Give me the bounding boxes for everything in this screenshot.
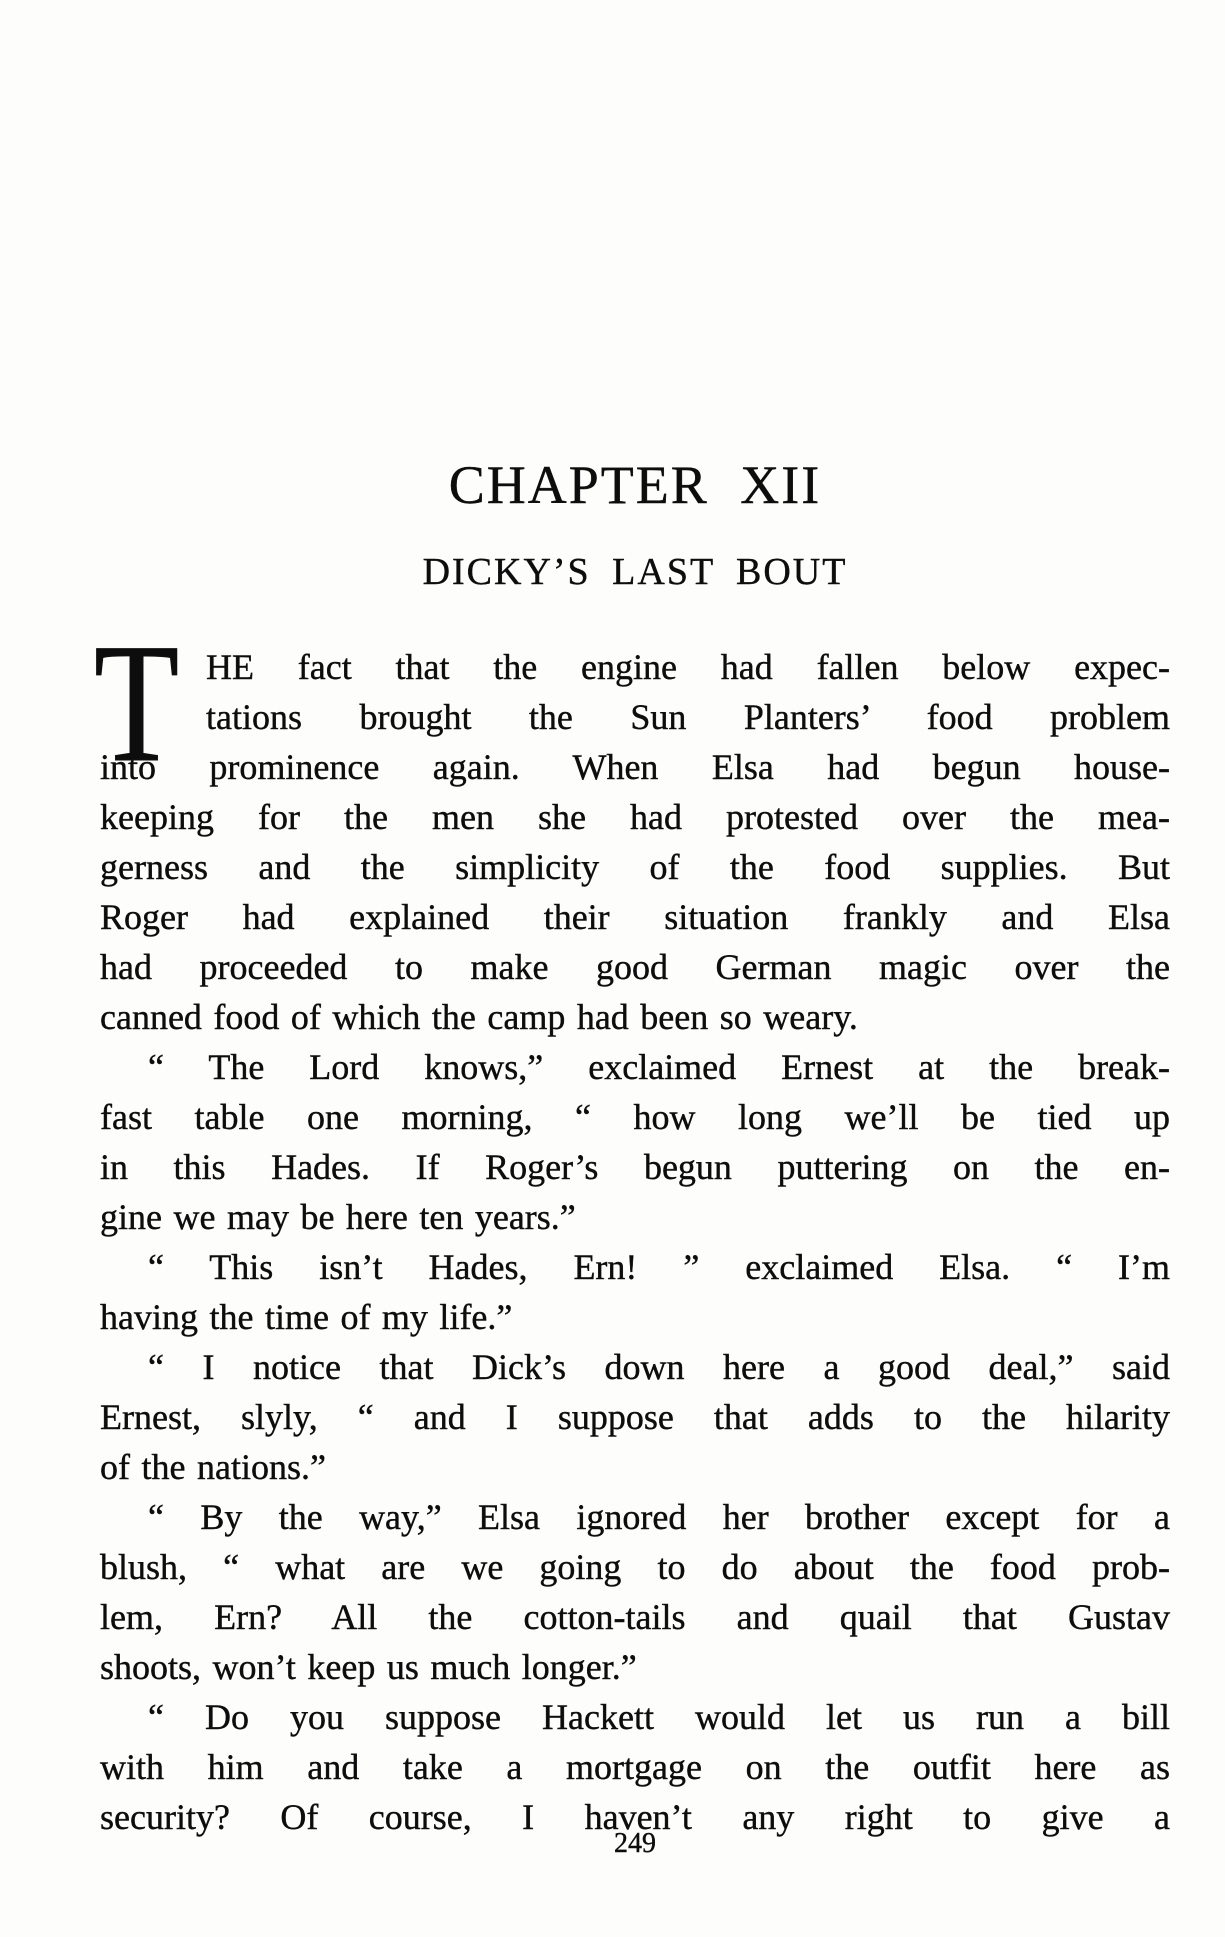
text-line: “ Do you suppose Hackett would let us run a bill — [148, 1697, 1170, 1737]
text-line: in this Hades. If Roger’s begun puttering on the en- — [100, 1147, 1170, 1187]
text-line: had proceeded to make good German magic over the — [100, 947, 1170, 987]
text-line: security? Of course, I haven’t any right to give a — [100, 1797, 1170, 1837]
text-line: with him and take a mortgage on the outfit here as — [100, 1747, 1170, 1787]
body-text — [94, 609, 1170, 1842]
text-line: “ By the way,” Elsa ignored her brother except for a — [148, 1497, 1170, 1537]
text-line: HE fact that the engine had fallen below expec- — [206, 647, 1170, 687]
text-line: shoots, won’t keep us much longer.” — [100, 1647, 637, 1687]
text-line: tations brought the Sun Planters’ food problem — [206, 697, 1170, 737]
chapter-heading: CHAPTER XII — [448, 455, 822, 515]
drop-cap: T — [94, 609, 180, 797]
text-line: gerness and the simplicity of the food supplies. But — [100, 847, 1170, 887]
text-line: Roger had explained their situation frankly and Elsa — [100, 897, 1170, 937]
text-line: blush, “ what are we going to do about the food prob- — [100, 1547, 1170, 1587]
section-subtitle: DICKY’S LAST BOUT — [422, 551, 848, 593]
text-line: fast table one morning, “ how long we’ll be tied up — [100, 1097, 1170, 1137]
body-lines — [100, 642, 1170, 1842]
text-line: canned food of which the camp had been so weary. — [100, 997, 858, 1037]
text-line: into prominence again. When Elsa had begun house- — [100, 747, 1170, 787]
page-number: 249 — [614, 1828, 656, 1859]
text-line: Ernest, slyly, “ and I suppose that adds to the hilarity — [100, 1397, 1170, 1437]
text-line: “ This isn’t Hades, Ern! ” exclaimed Elsa. “ I’m — [148, 1247, 1170, 1287]
text-line: “ The Lord knows,” exclaimed Ernest at the break- — [148, 1047, 1170, 1087]
text-line: of the nations.” — [100, 1447, 326, 1487]
text-line: keeping for the men she had protested over the mea- — [100, 797, 1170, 837]
text-line: having the time of my life.” — [100, 1297, 513, 1337]
text-line: gine we may be here ten years.” — [100, 1197, 576, 1237]
text-line: “ I notice that Dick’s down here a good deal,” said — [148, 1347, 1170, 1387]
text-line: lem, Ern? All the cotton-tails and quail that Gustav — [100, 1597, 1170, 1637]
